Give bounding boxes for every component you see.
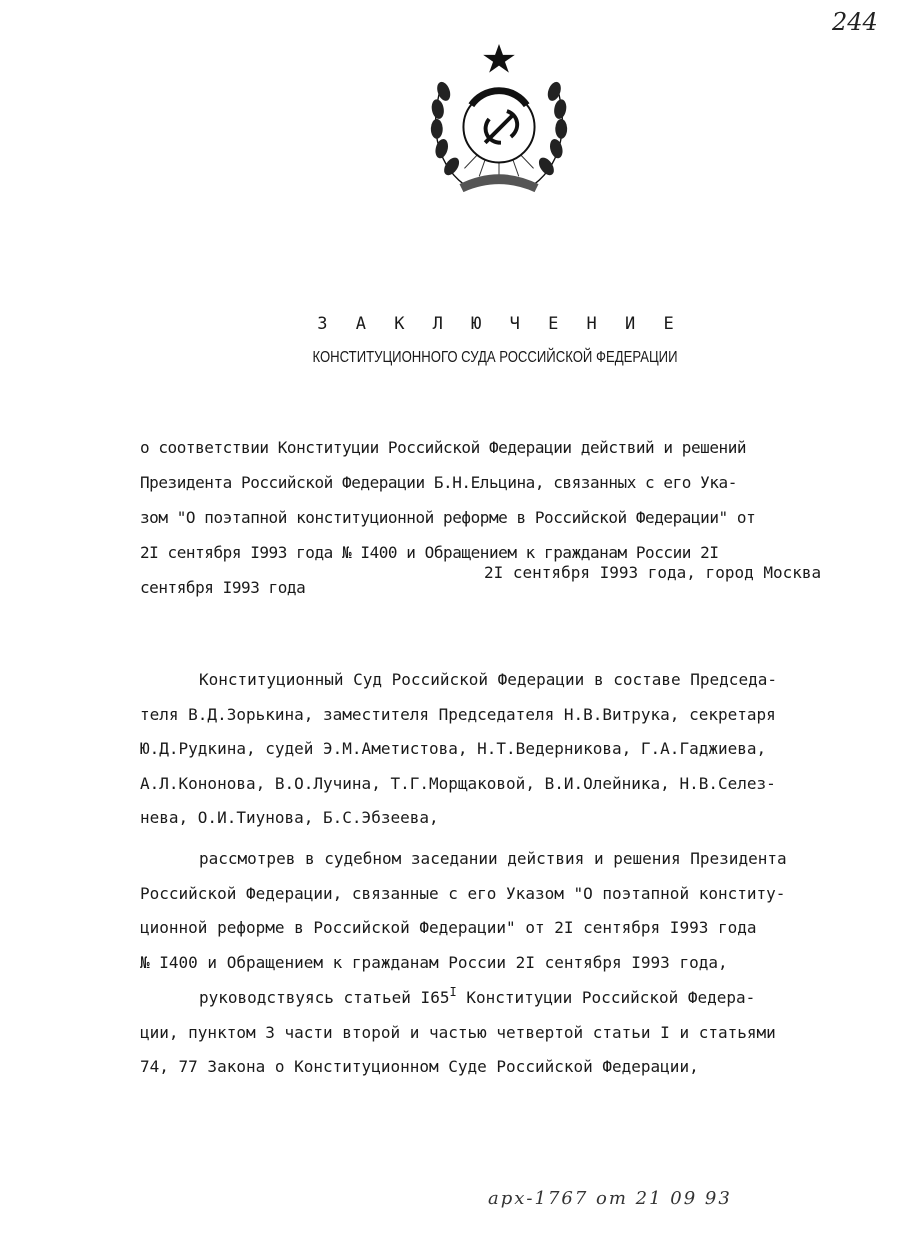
- paragraph-line: ции, пунктом 3 части второй и частью четвертой статьи I и статьями: [140, 1022, 776, 1042]
- date-and-place: 2I сентября I993 года, город Москва: [484, 563, 822, 582]
- paragraph-line: 74, 77 Закона о Конституционном Суде Российской Федерации,: [140, 1057, 699, 1076]
- paragraph-line: [140, 981, 860, 1016]
- paragraph-line: Ю.Д.Рудкина, судей Э.М.Аметистова, Н.Т.Ведерникова, Г.А.Гаджиева,: [140, 739, 767, 758]
- subject-line: зом "О поэтапной конституционной реформе в Российской Федерации" от: [140, 507, 756, 527]
- subject-line: о соответствии Конституции Российской Федерации действий и решений: [140, 437, 747, 457]
- archive-handwritten-note: арх-1767 от 21 09 93: [488, 1188, 732, 1209]
- document-subtitle: КОНСТИТУЦИОННОГО СУДА РОССИЙСКОЙ ФЕДЕРАЦИИ: [312, 349, 678, 366]
- rsfsr-emblem-icon: [420, 40, 578, 198]
- paragraph-line: ционной реформе в Российской Федерации" от 2I сентября I993 года: [140, 918, 757, 937]
- paragraph-considered: [140, 842, 860, 980]
- paragraph-line: А.Л.Кононова, В.О.Лучина, Т.Г.Морщаковой, В.И.Олейника, Н.В.Селез-: [140, 773, 776, 793]
- paragraph-line: теля В.Д.Зорькина, заместителя Председателя Н.В.Витрука, секретаря: [140, 704, 776, 724]
- subject-line: Президента Российской Федерации Б.Н.Ельцина, связанных с его Ука-: [140, 472, 737, 492]
- article-superscript: I: [449, 985, 457, 999]
- handwritten-page-number: 244: [832, 8, 878, 36]
- paragraph-line: нева, О.И.Тиунова, Б.С.Эбзеева,: [140, 808, 439, 827]
- subject-description: [140, 421, 870, 614]
- paragraph-line: Конституционный Суд Российской Федерации в составе Председа-: [199, 670, 777, 689]
- guided-text-start: руководствуясь статьей I65: [199, 988, 450, 1007]
- document-title: З А К Л Ю Ч Е Н И Е: [317, 314, 683, 334]
- paragraph-guided: [140, 981, 860, 1085]
- guided-text-end: Конституции Российской Федера-: [456, 988, 756, 1007]
- paragraph-line: Российской Федерации, связанные с его Указом "О поэтапной конститу-: [140, 883, 786, 903]
- paragraph-line: № I400 и Обращением к гражданам России 2I сентября I993 года,: [140, 952, 728, 972]
- paragraph-line: рассмотрев в судебном заседании действия и решения Президента: [199, 849, 787, 868]
- paragraph-composition: [140, 663, 860, 836]
- subject-line: 2I сентября I993 года № I400 и Обращением к гражданам России 2I: [140, 542, 719, 562]
- subject-line: сентября I993 года: [140, 577, 306, 597]
